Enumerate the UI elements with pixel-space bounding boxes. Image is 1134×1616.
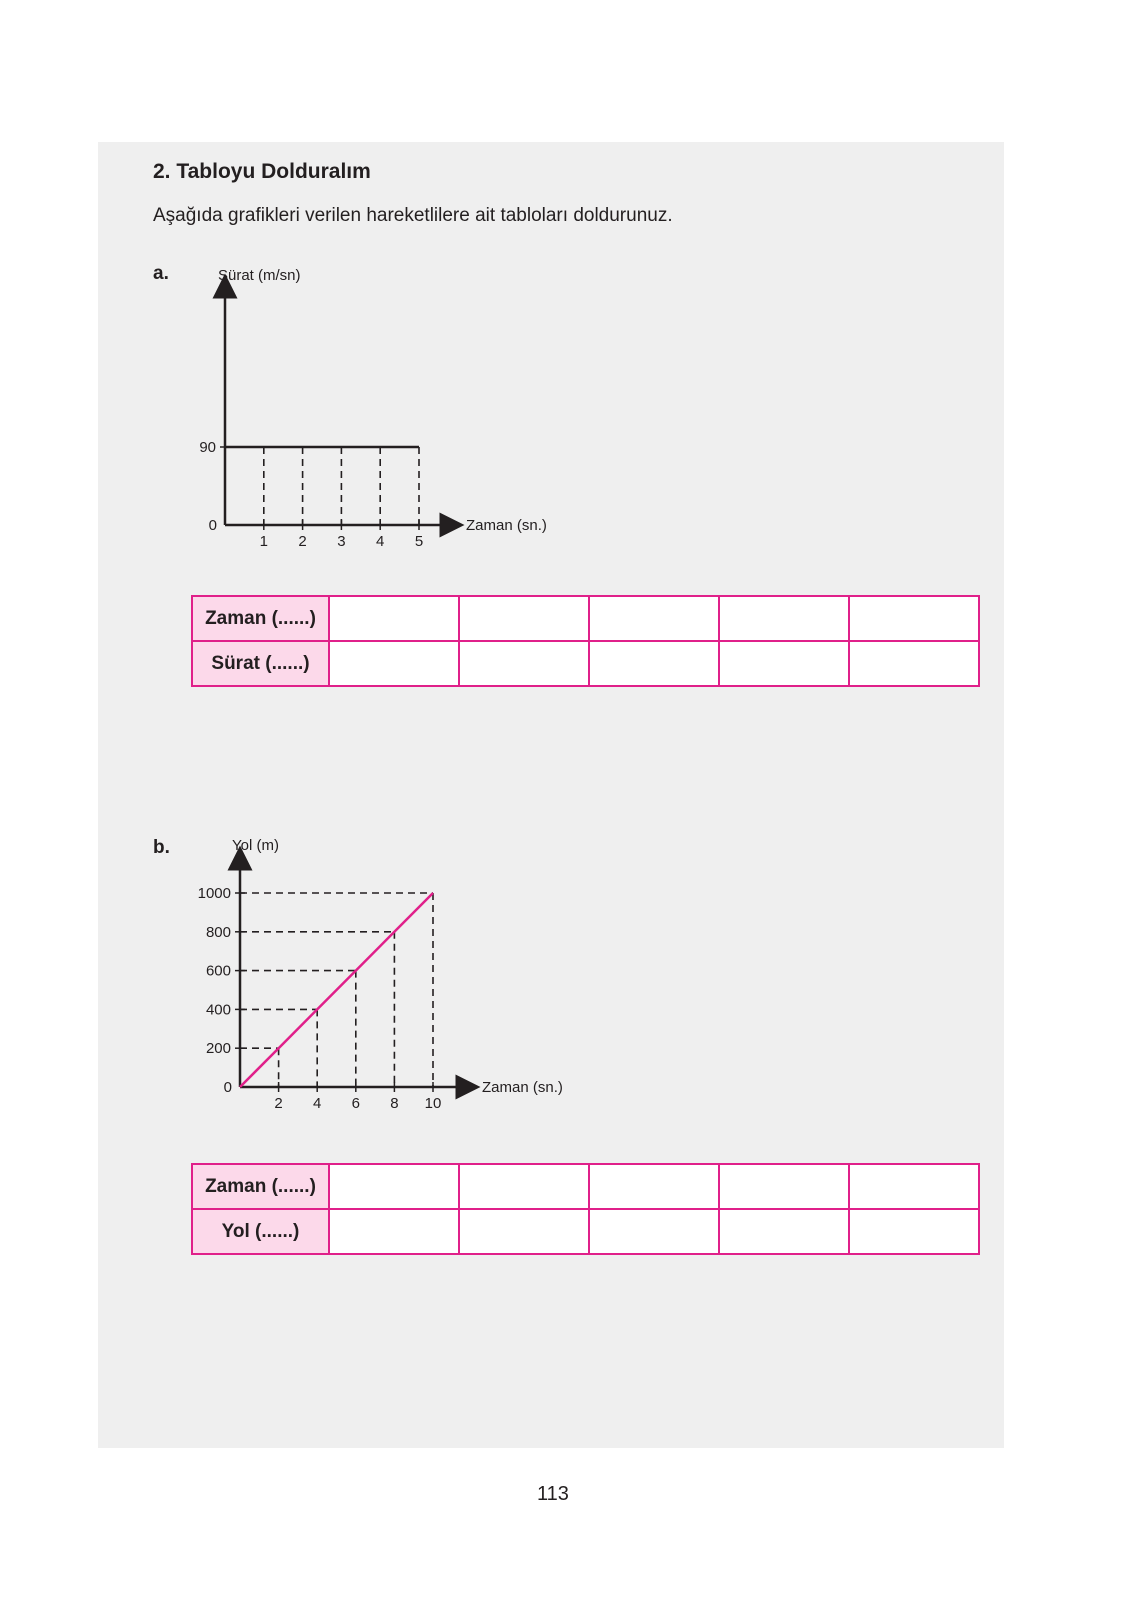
part-b-label: b.	[153, 837, 170, 858]
y-tick-label: 800	[205, 923, 231, 941]
blank-answer-cell[interactable]	[719, 641, 849, 686]
blank-answer-cell[interactable]	[459, 1164, 589, 1209]
distance-time-table	[191, 1163, 980, 1255]
x-tick-label: 3	[337, 533, 346, 550]
blank-answer-cell[interactable]	[459, 596, 589, 641]
row-header: Zaman (......)	[192, 1164, 329, 1209]
part-a-label: a.	[153, 263, 169, 284]
y-tick-label: 600	[205, 962, 231, 980]
blank-answer-cell[interactable]	[849, 1164, 979, 1209]
x-tick-label: 1	[259, 533, 268, 550]
x-tick-label: 4	[313, 1095, 322, 1112]
blank-answer-cell[interactable]	[459, 641, 589, 686]
blank-answer-cell[interactable]	[329, 641, 459, 686]
y-tick-label: 0	[223, 1079, 232, 1096]
blank-answer-cell[interactable]	[719, 596, 849, 641]
blank-answer-cell[interactable]	[589, 596, 719, 641]
x-tick-label: 2	[298, 533, 307, 550]
blank-answer-cell[interactable]	[849, 641, 979, 686]
x-axis-label: Zaman (sn.)	[466, 517, 547, 534]
blank-answer-cell[interactable]	[329, 1209, 459, 1254]
blank-answer-cell[interactable]	[459, 1209, 589, 1254]
blank-answer-cell[interactable]	[849, 596, 979, 641]
y-tick-label: 200	[205, 1040, 231, 1058]
speed-time-table	[191, 595, 980, 687]
blank-answer-cell[interactable]	[849, 1209, 979, 1254]
blank-answer-cell[interactable]	[329, 1164, 459, 1209]
x-tick-label: 4	[376, 533, 385, 550]
row-header: Sürat (......)	[192, 641, 329, 686]
instruction-text: Aşağıda grafikleri verilen hareketlilere ait tabloları doldurunuz.	[153, 205, 673, 226]
y-axis-label: Sürat (m/sn)	[218, 267, 301, 284]
table-row	[192, 1209, 979, 1254]
page-number: 113	[537, 1483, 569, 1505]
row-header: Zaman (......)	[192, 596, 329, 641]
x-tick-label: 5	[414, 533, 424, 550]
blank-answer-cell[interactable]	[589, 1164, 719, 1209]
row-header: Yol (......)	[192, 1209, 329, 1254]
table-row	[192, 641, 979, 686]
blank-answer-cell[interactable]	[719, 1164, 849, 1209]
blank-answer-cell[interactable]	[589, 641, 719, 686]
x-tick-label: 8	[390, 1095, 399, 1112]
y-tick-label: 1000	[197, 885, 231, 902]
y-tick-label: 0	[208, 517, 217, 534]
y-axis-label: Yol (m)	[232, 837, 279, 854]
blank-answer-cell[interactable]	[589, 1209, 719, 1254]
distance-time-chart	[190, 830, 590, 1120]
x-tick-label: 2	[274, 1095, 283, 1112]
speed-time-chart	[190, 260, 570, 560]
series-line	[240, 893, 433, 1087]
x-tick-label: 6	[351, 1095, 360, 1112]
x-axis-label: Zaman (sn.)	[482, 1079, 563, 1096]
table-row	[192, 1164, 979, 1209]
blank-answer-cell[interactable]	[329, 596, 459, 641]
x-tick-label: 10	[424, 1095, 442, 1112]
table-row	[192, 596, 979, 641]
y-tick-label: 90	[199, 439, 216, 456]
y-tick-label: 400	[205, 1001, 231, 1019]
section-title: 2. Tabloyu Dolduralım	[153, 160, 371, 183]
blank-answer-cell[interactable]	[719, 1209, 849, 1254]
